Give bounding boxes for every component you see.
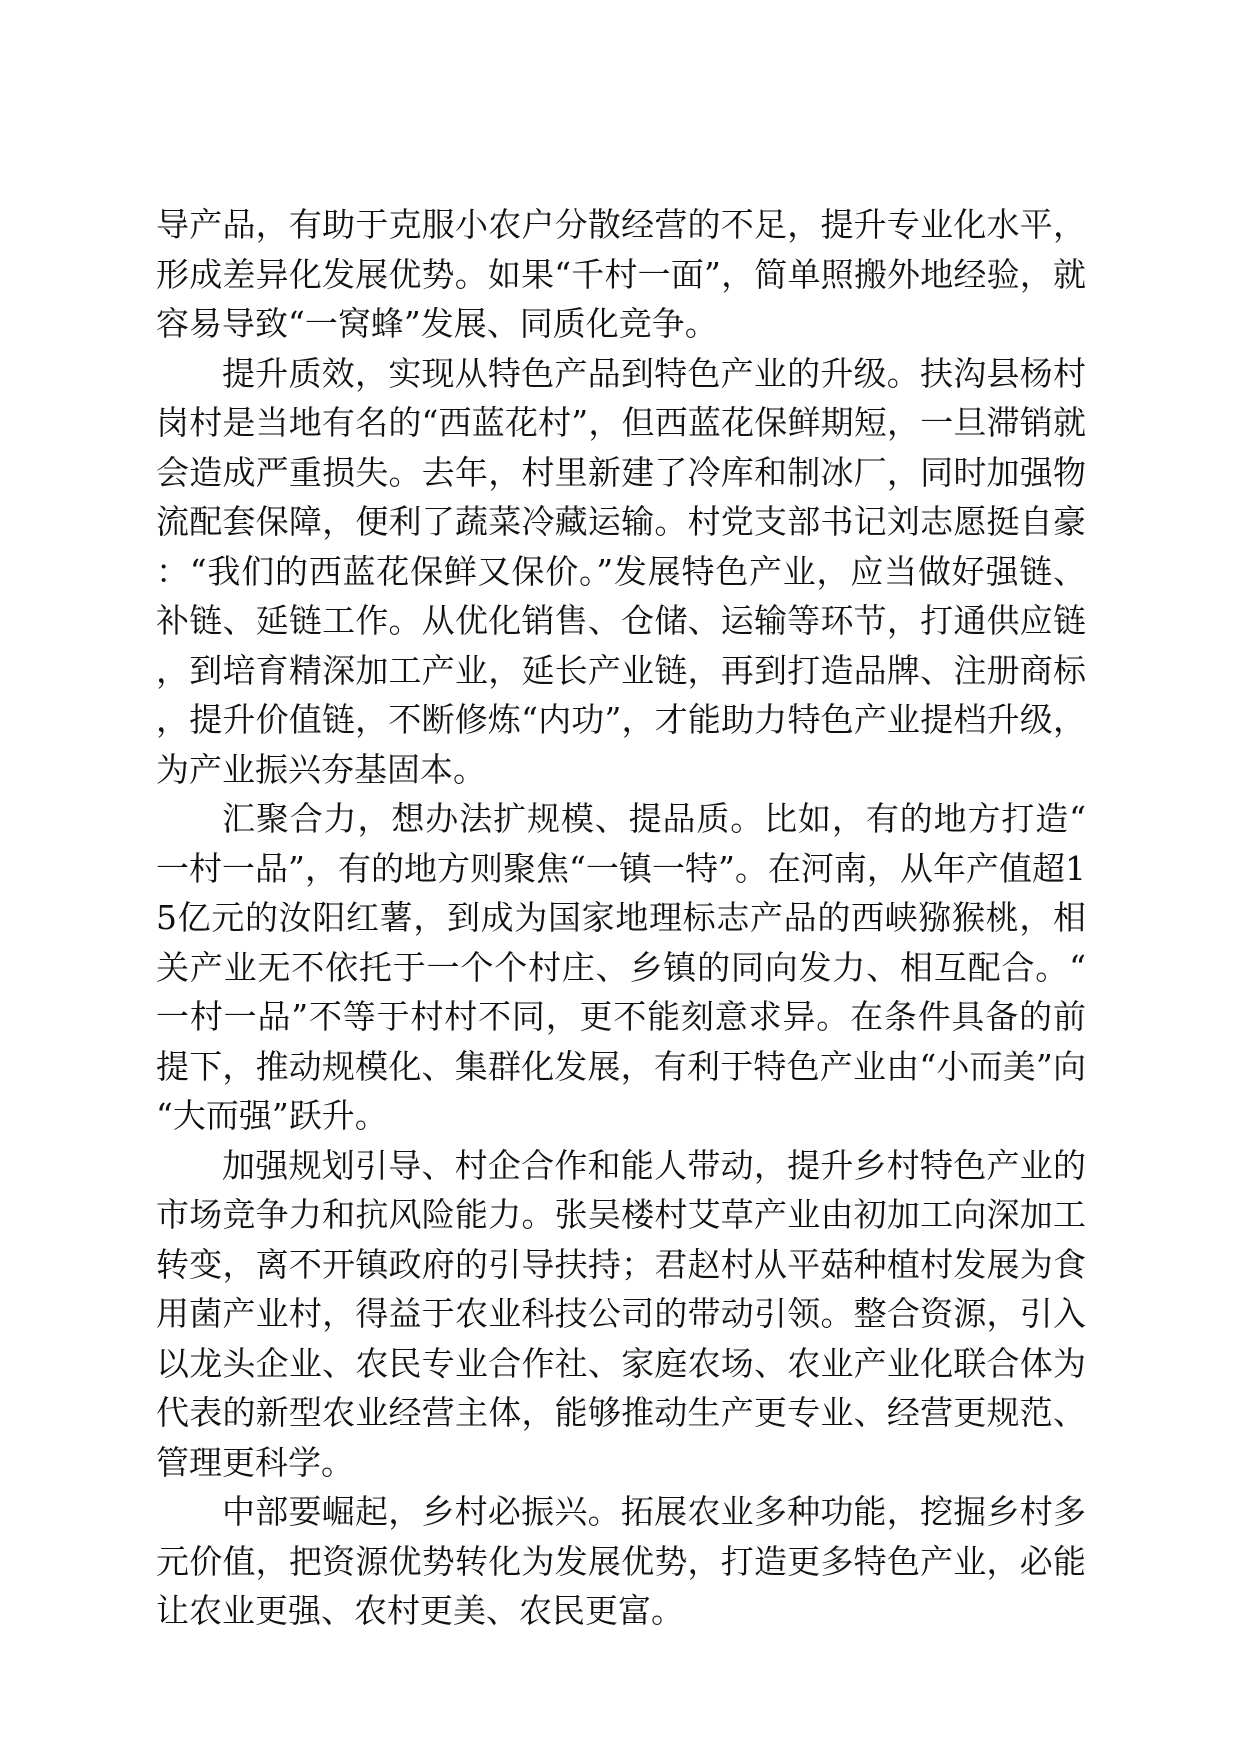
paragraph-3: 汇聚合力，想办法扩规模、提品质。比如，有的地方打造“一村一品”，有的地方则聚焦“一镇一特”。在河南，从年产值超15亿元的汝阳红薯，到成为国家地理标志产品的西峡猕猴桃，相关产业无不依托于一个个村庄、乡镇的同向发力、相互配合。“一村一品”不等于村村不同，更不能刻意求异。在条件具备的前提下，推动规模化、集群化发展，有利于特色产业由“小而美”向“大而强”跃升。: [156, 799, 1086, 1135]
paragraph-5: 中部要崛起，乡村必振兴。拓展农业多种功能，挖掘乡村多元价值，把资源优势转化为发展优势，打造更多特色产业，必能让农业更强、农村更美、农民更富。: [156, 1492, 1086, 1630]
paragraph-1-continued: 导产品，有助于克服小农户分散经营的不足，提升专业化水平，形成差异化发展优势。如果“千村一面”，简单照搬外地经验，就容易导致“一窝蜂”发展、同质化竞争。: [156, 205, 1086, 343]
document-body: [156, 200, 1086, 1636]
paragraph-4: 加强规划引导、村企合作和能人带动，提升乡村特色产业的市场竞争力和抗风险能力。张吴楼村艾草产业由初加工向深加工转变，离不开镇政府的引导扶持；君赵村从平菇种植村发展为食用菌产业村，得益于农业科技公司的带动引领。整合资源，引入以龙头企业、农民专业合作社、家庭农场、农业产业化联合体为代表的新型农业经营主体，能够推动生产更专业、经营更规范、管理更科学。: [156, 1145, 1086, 1482]
paragraph-2: 提升质效，实现从特色产品到特色产业的升级。扶沟县杨村岗村是当地有名的“西蓝花村”，但西蓝花保鲜期短，一旦滞销就会造成严重损失。去年，村里新建了冷库和制冰厂，同时加强物流配套保障，便利了蔬菜冷藏运输。村党支部书记刘志愿挺自豪：“我们的西蓝花保鲜又保价。”发展特色产业，应当做好强链、补链、延链工作。从优化销售、仓储、运输等环节，打通供应链，到培育精深加工产业，延长产业链，再到打造品牌、注册商标，提升价值链，不断修炼“内功”，才能助力特色产业提档升级，为产业振兴夯基固本。: [156, 353, 1086, 789]
